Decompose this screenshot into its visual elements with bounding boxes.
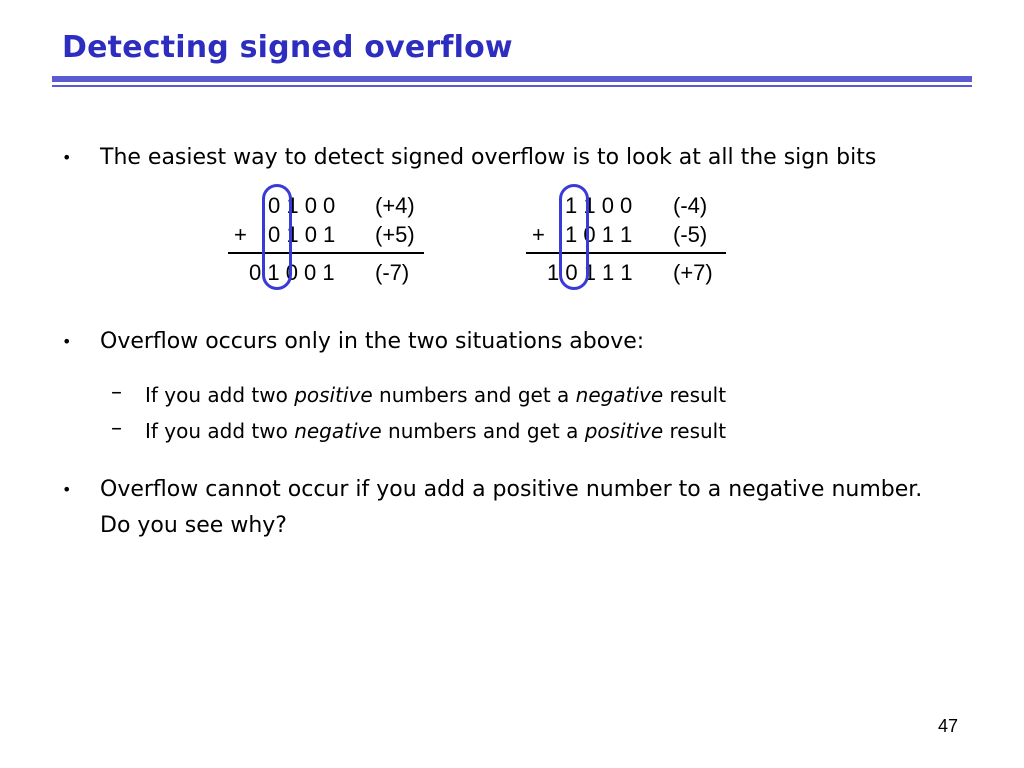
sign-bit-oval [559,184,589,290]
example-2-result: 1 0 1 1 1 [547,260,633,285]
bullet-1 [62,140,877,176]
title-rule-thick [52,76,972,82]
example-1-a-label: (+4) [375,193,415,218]
bullet-3 [62,472,1000,544]
bullet-2-text: Overflow occurs only in the two situations above: [100,329,645,354]
example-2-a: 1 1 0 0 [565,193,633,218]
example-1-sum-line [228,252,424,254]
example-2-plus: + [532,222,545,247]
example-1-a: 0 1 0 0 [268,193,336,218]
example-2-sum-line [526,252,726,254]
dash-icon: – [111,380,122,405]
example-1-result-label: (-7) [375,260,410,285]
page-number: 47 [938,716,959,736]
bullet-dot-icon: • [62,148,72,167]
example-1-b-label: (+5) [375,222,415,247]
bullet-dot-icon: • [62,480,72,499]
title-rule-thin [52,85,972,87]
example-2-b-label: (-5) [673,222,708,247]
sign-bit-oval [262,184,292,290]
bullet-1-text: The easiest way to detect signed overflow is to look at all the sign bits [100,145,877,170]
example-1-plus: + [234,222,247,247]
dash-icon: – [111,416,122,441]
bullet-dot-icon: • [62,332,72,351]
sub-bullet-1: – If you add two positive numbers and get a negative result [145,377,726,413]
example-1-result: 0 1 0 0 1 [249,260,335,285]
bullet-3-question: Do you see why? [100,513,287,538]
example-2-result-label: (+7) [673,260,713,285]
example-2-a-label: (-4) [673,193,708,218]
bullet-2 [62,324,645,360]
slide-title: Detecting signed overflow [62,30,513,65]
bullet-3-text: Overflow cannot occur if you add a positive number to a negative number. [100,477,923,502]
example-2-b: 1 0 1 1 [565,222,633,247]
sub-bullet-2: – If you add two negative numbers and get a positive result [145,413,726,449]
example-1-b: 0 1 0 1 [268,222,336,247]
